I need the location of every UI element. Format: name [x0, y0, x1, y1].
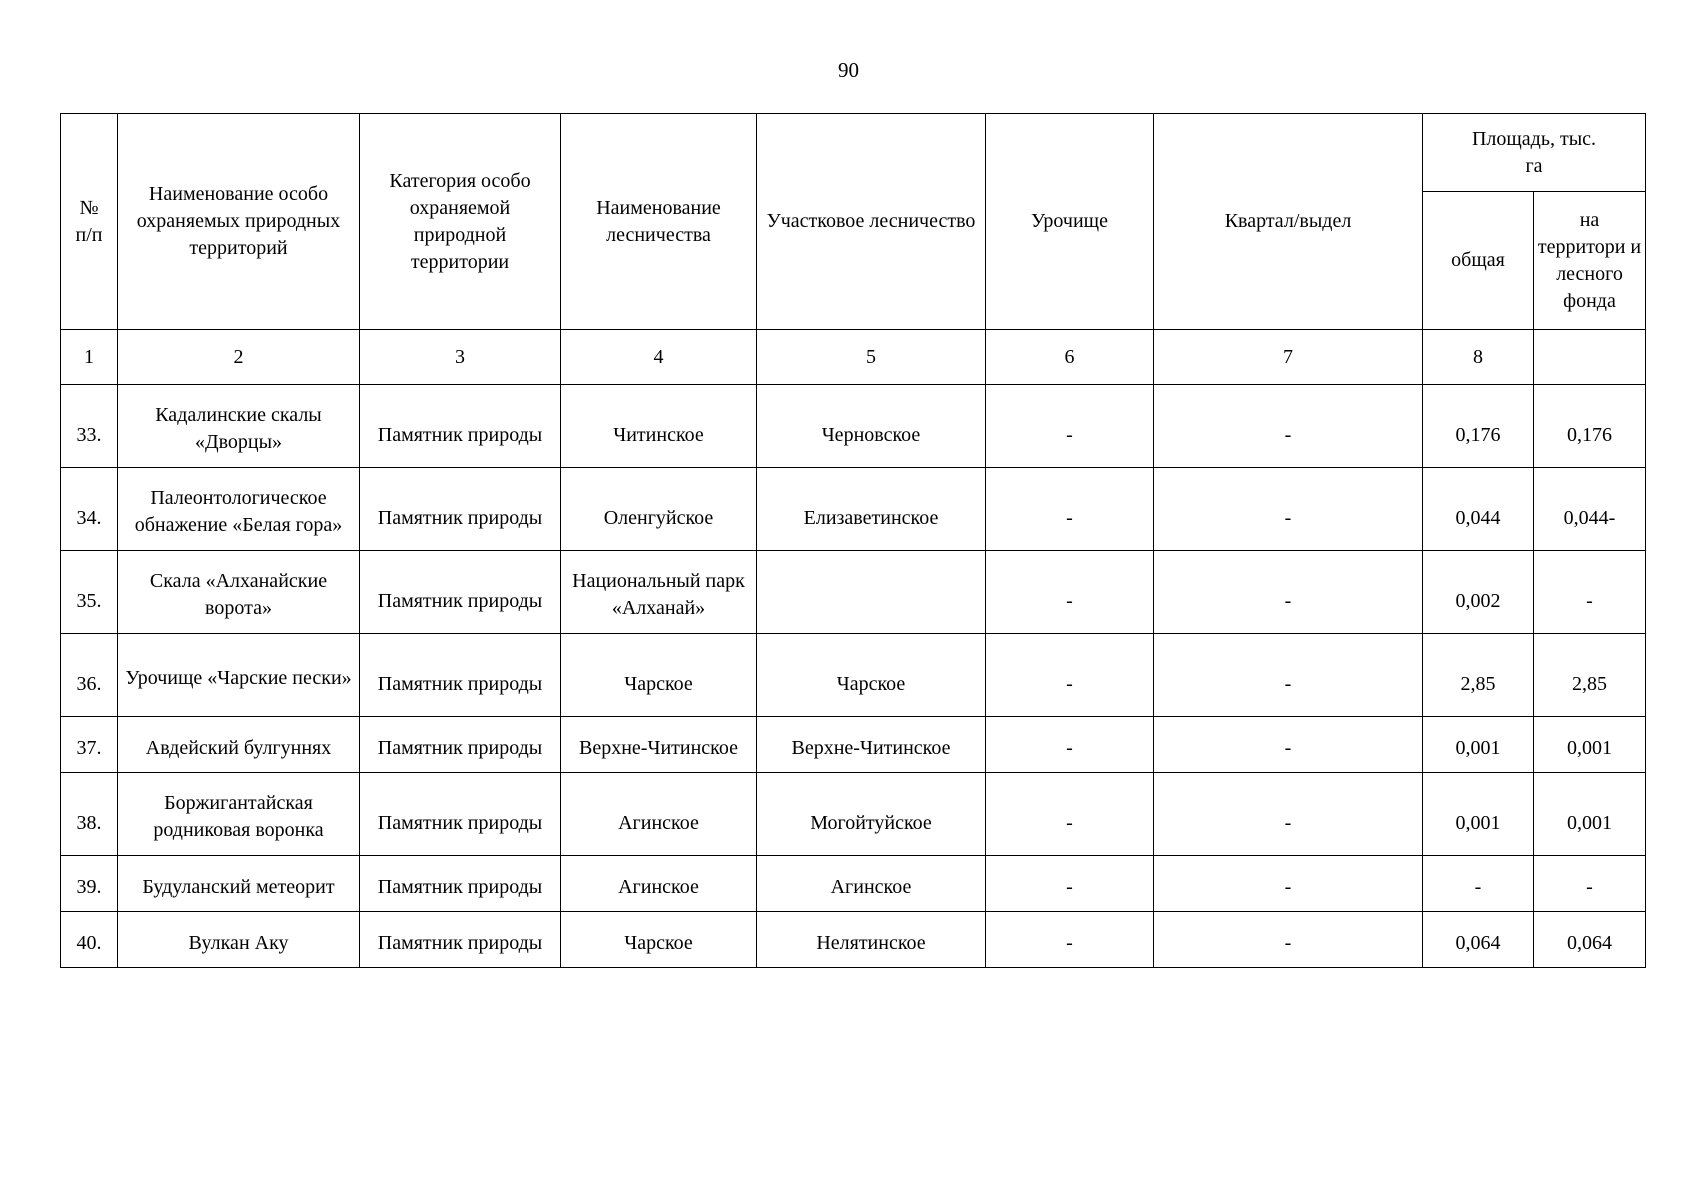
table-header: [61, 114, 1646, 330]
row-district-forestry: Нелятинское: [757, 912, 986, 968]
row-tract: -: [986, 551, 1154, 634]
row-category: Памятник природы: [360, 551, 561, 634]
column-number: 5: [757, 330, 986, 385]
row-num: 35.: [61, 551, 118, 634]
row-forestry: Чарское: [561, 634, 757, 717]
row-forestry: Оленгуйское: [561, 468, 757, 551]
table-row: [61, 856, 1646, 912]
row-area-total: 2,85: [1423, 634, 1534, 717]
row-area-forest: 0,001: [1534, 717, 1646, 773]
row-district-forestry: Чарское: [757, 634, 986, 717]
row-district-forestry: [757, 551, 986, 634]
row-tract: -: [986, 912, 1154, 968]
row-forestry: Чарское: [561, 912, 757, 968]
table-row: [61, 551, 1646, 634]
row-tract: -: [986, 385, 1154, 468]
row-num: 40.: [61, 912, 118, 968]
table-row: [61, 912, 1646, 968]
header-tract: Урочище: [986, 114, 1154, 330]
row-quarter: -: [1154, 468, 1423, 551]
column-number: 4: [561, 330, 757, 385]
row-name: Скала «Алханайские ворота»: [118, 551, 360, 634]
row-area-total: 0,001: [1423, 773, 1534, 856]
header-name: Наименование особо охраняемых природных территорий: [118, 114, 360, 330]
row-quarter: -: [1154, 717, 1423, 773]
column-number: [1534, 330, 1646, 385]
header-area-total: общая: [1423, 192, 1534, 330]
row-tract: -: [986, 773, 1154, 856]
row-category: Памятник природы: [360, 717, 561, 773]
header-district-forestry: Участковое лесничество: [757, 114, 986, 330]
row-forestry: Читинское: [561, 385, 757, 468]
column-number: 2: [118, 330, 360, 385]
row-category: Памятник природы: [360, 912, 561, 968]
row-forestry: Верхне-Читинское: [561, 717, 757, 773]
protected-areas-table: [60, 113, 1646, 968]
row-category: Памятник природы: [360, 773, 561, 856]
header-area: Площадь, тыс. га: [1423, 114, 1646, 192]
header-quarter: Квартал/выдел: [1154, 114, 1423, 330]
row-name: Авдейский булгуннях: [118, 717, 360, 773]
header-category: Категория особо охраняемой природной территории: [360, 114, 561, 330]
row-area-total: 0,044: [1423, 468, 1534, 551]
row-name: Кадалинские скалы «Дворцы»: [118, 385, 360, 468]
row-district-forestry: Могойтуйское: [757, 773, 986, 856]
table-row: [61, 634, 1646, 717]
header-area-forest: на территори и лесного фонда: [1534, 192, 1646, 330]
row-name: Будуланский метеорит: [118, 856, 360, 912]
row-district-forestry: Елизаветинское: [757, 468, 986, 551]
table-row: [61, 468, 1646, 551]
row-num: 36.: [61, 634, 118, 717]
table-body: [61, 330, 1646, 968]
row-quarter: -: [1154, 773, 1423, 856]
row-name: Палеонтологическое обнажение «Белая гора»: [118, 468, 360, 551]
row-category: Памятник природы: [360, 634, 561, 717]
row-name: Вулкан Аку: [118, 912, 360, 968]
row-area-total: 0,064: [1423, 912, 1534, 968]
row-area-forest: 0,176: [1534, 385, 1646, 468]
column-number: 3: [360, 330, 561, 385]
column-number: 7: [1154, 330, 1423, 385]
row-quarter: -: [1154, 385, 1423, 468]
row-area-forest: 0,064: [1534, 912, 1646, 968]
row-tract: -: [986, 468, 1154, 551]
row-tract: -: [986, 634, 1154, 717]
row-category: Памятник природы: [360, 856, 561, 912]
row-forestry: Агинское: [561, 856, 757, 912]
row-forestry: Агинское: [561, 773, 757, 856]
row-area-total: 0,176: [1423, 385, 1534, 468]
row-category: Памятник природы: [360, 468, 561, 551]
page-number: 90: [838, 58, 859, 82]
row-quarter: -: [1154, 551, 1423, 634]
table-row: [61, 773, 1646, 856]
header-num: № п/п: [61, 114, 118, 330]
row-area-total: 0,002: [1423, 551, 1534, 634]
row-tract: -: [986, 717, 1154, 773]
row-num: 39.: [61, 856, 118, 912]
row-district-forestry: Черновское: [757, 385, 986, 468]
row-area-forest: -: [1534, 856, 1646, 912]
row-district-forestry: Верхне-Читинское: [757, 717, 986, 773]
row-area-forest: -: [1534, 551, 1646, 634]
row-quarter: -: [1154, 634, 1423, 717]
row-area-total: -: [1423, 856, 1534, 912]
header-forestry: Наименование лесничества: [561, 114, 757, 330]
column-number: 8: [1423, 330, 1534, 385]
row-num: 38.: [61, 773, 118, 856]
row-name: Урочище «Чарские пески»: [118, 634, 360, 717]
row-name: Боржигантайская родниковая воронка: [118, 773, 360, 856]
row-area-forest: 0,001: [1534, 773, 1646, 856]
row-quarter: -: [1154, 912, 1423, 968]
row-tract: -: [986, 856, 1154, 912]
row-category: Памятник природы: [360, 385, 561, 468]
row-area-forest: 0,044-: [1534, 468, 1646, 551]
row-area-total: 0,001: [1423, 717, 1534, 773]
row-quarter: -: [1154, 856, 1423, 912]
row-district-forestry: Агинское: [757, 856, 986, 912]
column-number: 1: [61, 330, 118, 385]
row-num: 33.: [61, 385, 118, 468]
column-number-row: [61, 330, 1646, 385]
row-num: 37.: [61, 717, 118, 773]
row-num: 34.: [61, 468, 118, 551]
column-number: 6: [986, 330, 1154, 385]
table-row: [61, 385, 1646, 468]
table-row: [61, 717, 1646, 773]
row-area-forest: 2,85: [1534, 634, 1646, 717]
row-forestry: Национальный парк «Алханай»: [561, 551, 757, 634]
